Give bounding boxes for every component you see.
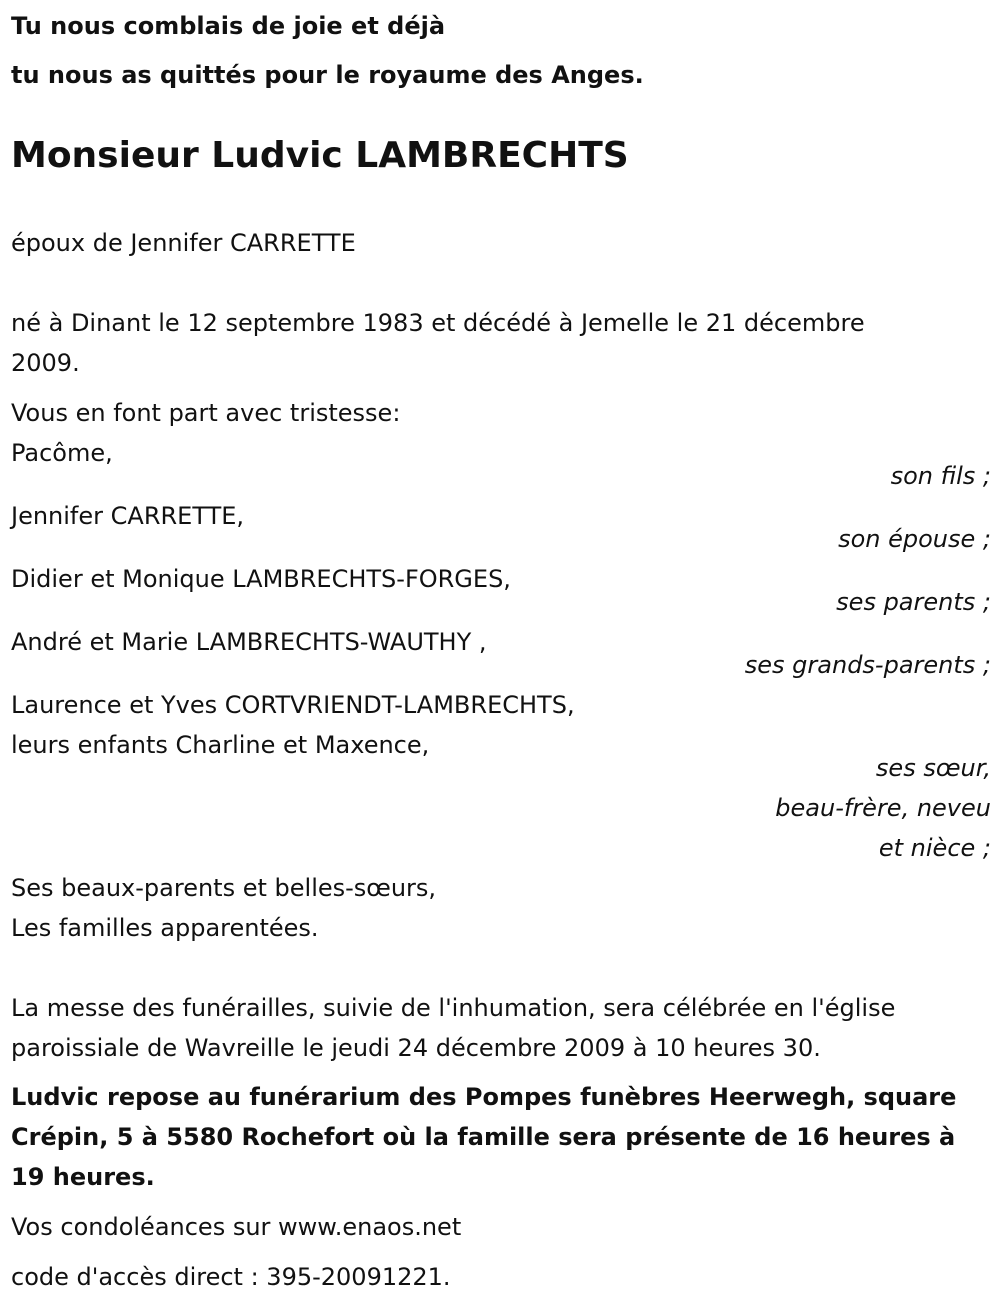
birth-death-line-1: né à Dinant le 12 septembre 1983 et décédé à Jemelle le 21 décembre [11,309,865,337]
family-member-role: ses parents ; [836,588,991,616]
family-member-name: André et Marie LAMBRECHTS-WAUTHY , [11,628,487,656]
spouse-line: époux de Jennifer CARRETTE [11,229,356,257]
siblings-name-line-2: leurs enfants Charline et Maxence, [11,731,430,759]
intro-line-1: Tu nous comblais de joie et déjà [11,12,446,40]
siblings-role-line-1: ses sœur, [875,754,991,782]
condolences-text: Vos condoléances sur www.enaos.net [11,1213,462,1241]
birth-death-line-2: 2009. [11,349,80,377]
siblings-role-line-2: beau-frère, neveu [775,794,991,822]
funerarium-line-2: Crépin, 5 à 5580 Rochefort où la famille sera présente de 16 heures à [11,1123,956,1151]
mass-line-2: paroissiale de Wavreille le jeudi 24 décembre 2009 à 10 heures 30. [11,1034,821,1062]
mass-line-1: La messe des funérailles, suivie de l'inhumation, sera célébrée en l'église [11,994,896,1022]
siblings-role-line-3: et nièce ; [878,834,991,862]
family-member-role: son fils ; [890,462,991,490]
access-code-text: code d'accès direct : 395-20091221. [11,1263,451,1291]
family-member-role: son épouse ; [838,525,991,553]
others-line-1: Ses beaux-parents et belles-sœurs, [11,874,437,902]
intro-line-2: tu nous as quittés pour le royaume des Anges. [11,61,644,89]
announcement-text: Vous en font part avec tristesse: [11,399,401,427]
family-member-name: Pacôme, [11,439,113,467]
deceased-name-title: Monsieur Ludvic LAMBRECHTS [11,135,629,176]
family-member-role: ses grands-parents ; [744,651,991,679]
siblings-name-line-1: Laurence et Yves CORTVRIENDT-LAMBRECHTS, [11,691,575,719]
others-line-2: Les familles apparentées. [11,914,319,942]
family-member-name: Didier et Monique LAMBRECHTS-FORGES, [11,565,511,593]
family-member-name: Jennifer CARRETTE, [11,502,245,530]
funerarium-line-1: Ludvic repose au funérarium des Pompes funèbres Heerwegh, square [11,1083,957,1111]
funerarium-line-3: 19 heures. [11,1163,155,1191]
